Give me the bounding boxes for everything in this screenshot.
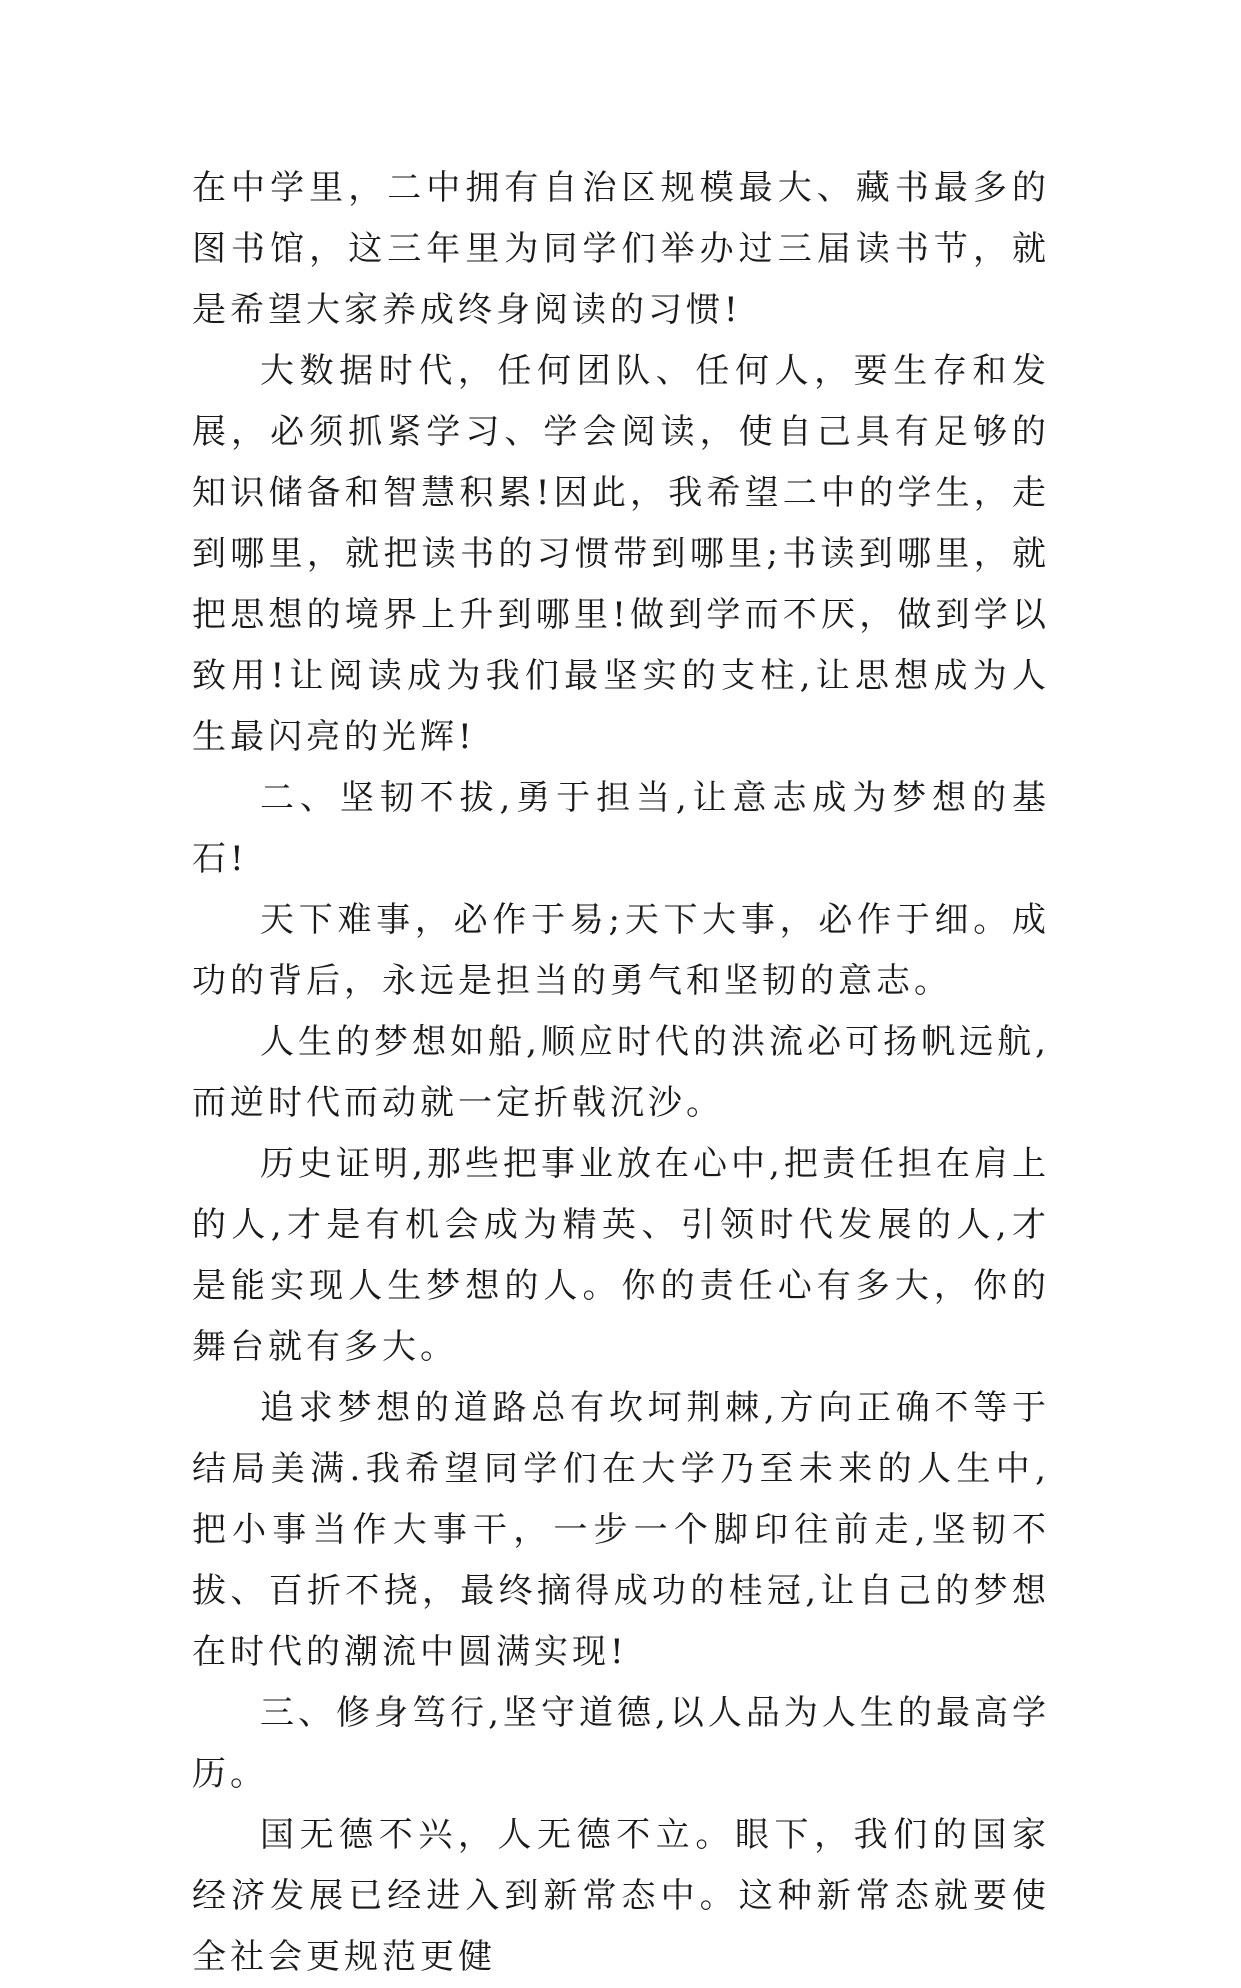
section-heading-3: 三、修身笃行,坚守道德,以人品为人生的最高学历。 [192,1693,1050,1794]
paragraph-4: 人生的梦想如船,顺应时代的洪流必可扬帆远航,而逆时代而动就一定折戟沉沙。 [192,1022,1050,1123]
paragraph-5: 历史证明,那些把事业放在心中,把责任担在肩上的人,才是有机会成为精英、引领时代发展的人,才是能实现人生梦想的人。你的责任心有多大，你的舞台就有多大。 [192,1144,1050,1367]
section-heading-2: 二、坚韧不拔,勇于担当,让意志成为梦想的基石! [192,778,1050,879]
paragraph-1: 在中学里，二中拥有自治区规模最大、藏书最多的图书馆，这三年里为同学们举办过三届读书节，就是希望大家养成终身阅读的习惯! [192,168,1050,330]
document-body [192,158,1050,1988]
paragraph-6: 追求梦想的道路总有坎坷荆棘,方向正确不等于结局美满.我希望同学们在大学乃至未来的人生中,把小事当作大事干，一步一个脚印往前走,坚韧不拔、百折不挠，最终摘得成功的桂冠,让自己的梦想在时代的潮流中圆满实现! [192,1388,1050,1672]
paragraph-7: 国无德不兴，人无德不立。眼下，我们的国家经济发展已经进入到新常态中。这种新常态就要使全社会更规范更健 [192,1815,1050,1977]
paragraph-3: 天下难事，必作于易;天下大事，必作于细。成功的背后，永远是担当的勇气和坚韧的意志。 [192,900,1050,1001]
paragraph-2: 大数据时代，任何团队、任何人，要生存和发展，必须抓紧学习、学会阅读，使自己具有足够的知识储备和智慧积累!因此，我希望二中的学生，走到哪里，就把读书的习惯带到哪里;书读到哪里，就把思想的境界上升到哪里!做到学而不厌，做到学以致用!让阅读成为我们最坚实的支柱,让思想成为人生最闪亮的光辉! [192,351,1050,757]
